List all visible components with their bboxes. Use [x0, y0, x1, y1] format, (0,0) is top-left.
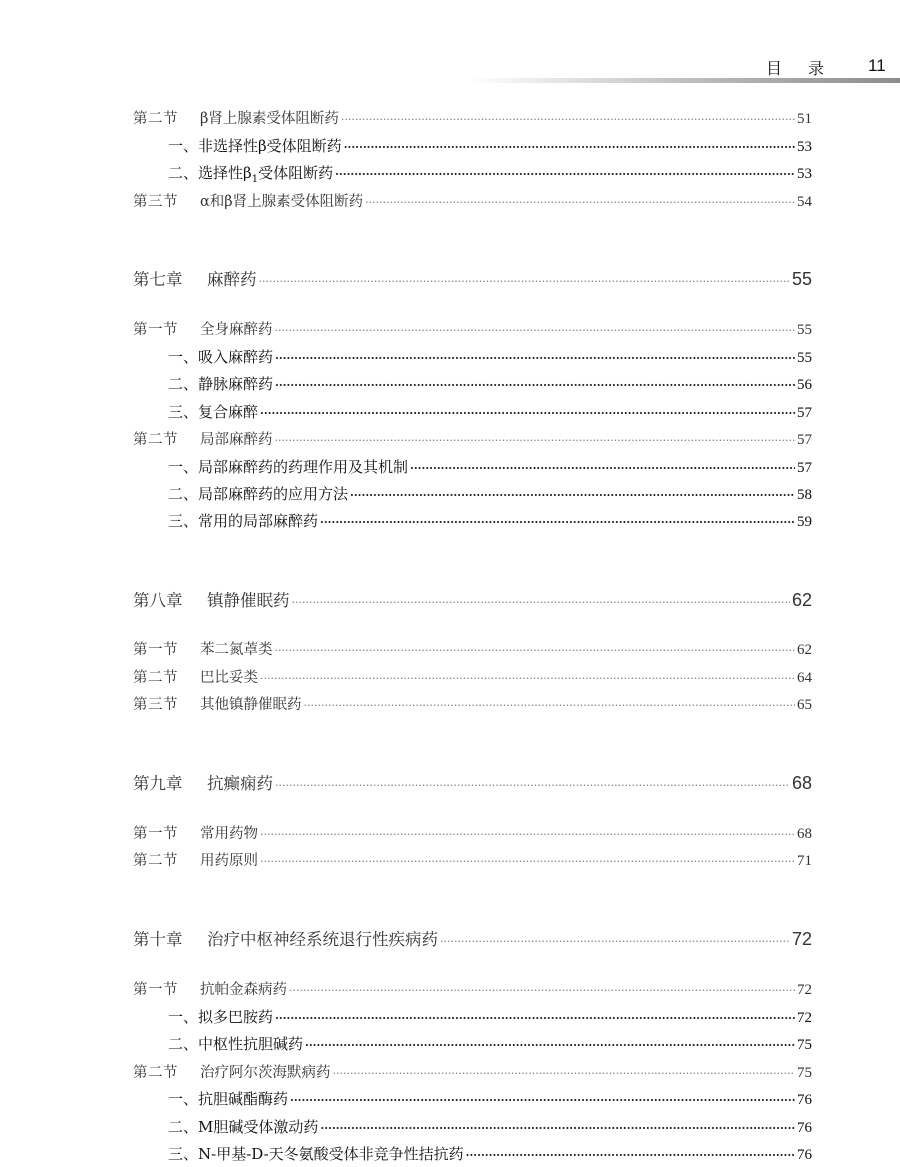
- item-title: 一、吸入麻醉药: [168, 348, 274, 366]
- dot-leader: [275, 352, 795, 365]
- dot-leader: [290, 1094, 795, 1107]
- chapter-title: 麻醉药: [207, 270, 257, 289]
- section-number: 第二节: [133, 111, 178, 127]
- section-number: 第三节: [133, 697, 178, 713]
- toc-item-entry[interactable]: [0, 1006, 900, 1027]
- toc-item-entry[interactable]: [0, 1116, 900, 1137]
- chapter-title: 抗癫痫药: [207, 774, 273, 793]
- section-number: 第二节: [133, 432, 178, 448]
- page-number: 64: [797, 670, 812, 686]
- section-title: 抗帕金森病药: [200, 982, 287, 998]
- toc-chapter-entry[interactable]: [0, 770, 900, 794]
- dot-leader: [275, 434, 796, 447]
- dot-leader: [292, 596, 790, 609]
- page-number: 76: [797, 1147, 812, 1163]
- toc-chapter-entry[interactable]: [0, 266, 900, 290]
- toc-item-entry[interactable]: [0, 1143, 900, 1164]
- page-number: 72: [797, 982, 812, 998]
- dot-leader: [260, 828, 795, 841]
- dot-leader: [320, 516, 795, 529]
- page-number: 62: [791, 590, 812, 610]
- toc-item-entry[interactable]: [0, 483, 900, 504]
- page-number: 57: [797, 432, 812, 448]
- toc-section-entry[interactable]: [0, 190, 900, 211]
- page-number: 65: [797, 697, 812, 713]
- dot-leader: [275, 779, 790, 792]
- page-number: 53: [797, 139, 812, 155]
- dot-leader: [333, 1067, 796, 1080]
- toc-chapter-entry[interactable]: [0, 926, 900, 950]
- header-page-number: 11: [868, 56, 886, 75]
- dot-leader: [335, 168, 795, 181]
- section-number: 第一节: [133, 322, 178, 338]
- dot-leader: [260, 855, 795, 868]
- toc-chapter-entry[interactable]: [0, 587, 900, 611]
- section-title: β肾上腺素受体阻断药: [200, 111, 339, 127]
- toc-section-entry[interactable]: [0, 318, 900, 339]
- page-number: 76: [797, 1092, 812, 1108]
- dot-leader: [259, 275, 790, 288]
- page-number: 71: [797, 853, 812, 869]
- dot-leader: [305, 1039, 795, 1052]
- page-number: 57: [797, 460, 812, 476]
- toc-section-entry[interactable]: [0, 849, 900, 870]
- section-title: 治疗阿尔茨海默病药: [200, 1065, 331, 1081]
- toc-item-entry[interactable]: [0, 1033, 900, 1054]
- item-title-suffix: 受体阻断药: [258, 164, 334, 182]
- item-title: 一、非选择性β受体阻断药: [168, 137, 342, 155]
- item-title: 二、局部麻醉药的应用方法: [168, 485, 349, 503]
- running-header: [0, 0, 900, 90]
- item-title: 二、中枢性抗胆碱药: [168, 1035, 304, 1053]
- page-number: 76: [797, 1120, 812, 1136]
- item-title: 一、拟多巴胺药: [168, 1008, 274, 1026]
- dot-leader: [275, 644, 796, 657]
- item-title: 三、复合麻醉: [168, 403, 259, 421]
- page-number: 55: [791, 269, 812, 289]
- toc-item-entry[interactable]: [0, 346, 900, 367]
- toc-section-entry[interactable]: [0, 1061, 900, 1082]
- header-rule: [470, 78, 900, 83]
- page-number: 55: [797, 322, 812, 338]
- section-title: 其他镇静催眠药: [200, 697, 302, 713]
- dot-leader: [260, 407, 795, 420]
- page-number: 56: [797, 377, 812, 393]
- dot-leader: [466, 1149, 795, 1162]
- dot-leader: [344, 141, 795, 154]
- dot-leader: [365, 196, 795, 209]
- page-number: 55: [797, 350, 812, 366]
- page-number: 68: [791, 773, 812, 793]
- page-number: 75: [797, 1065, 812, 1081]
- toc-section-entry[interactable]: [0, 638, 900, 659]
- chapter-number: 第七章: [133, 270, 183, 289]
- dot-leader: [410, 462, 795, 475]
- chapter-title: 治疗中枢神经系统退行性疾病药: [207, 930, 438, 949]
- section-number: 第一节: [133, 826, 178, 842]
- toc-section-entry[interactable]: [0, 666, 900, 687]
- dot-leader: [341, 113, 795, 126]
- section-number: 第二节: [133, 853, 178, 869]
- page-number: 51: [797, 111, 812, 127]
- page-number: 57: [797, 405, 812, 421]
- dot-leader: [275, 1012, 795, 1025]
- section-title: α和β肾上腺素受体阻断药: [200, 194, 364, 210]
- section-title: 全身麻醉药: [200, 322, 273, 338]
- toc-item-entry[interactable]: [0, 373, 900, 394]
- section-number: 第二节: [133, 1065, 178, 1081]
- page-number: 75: [797, 1037, 812, 1053]
- page-number: 72: [797, 1010, 812, 1026]
- page-number: 58: [797, 487, 812, 503]
- dot-leader: [440, 935, 790, 948]
- toc-section-entry[interactable]: [0, 822, 900, 843]
- item-title: 三、常用的局部麻醉药: [168, 512, 319, 530]
- page-number: 62: [797, 642, 812, 658]
- section-number: 第三节: [133, 194, 178, 210]
- item-title: 二、静脉麻醉药: [168, 375, 274, 393]
- toc-item-entry[interactable]: [0, 510, 900, 531]
- chapter-number: 第九章: [133, 774, 183, 793]
- section-title: 苯二氮䓬类: [200, 642, 273, 658]
- page-number: 59: [797, 514, 812, 530]
- item-title: 一、局部麻醉药的药理作用及其机制: [168, 458, 409, 476]
- dot-leader: [275, 379, 795, 392]
- section-title: 用药原则: [200, 853, 258, 869]
- toc-section-entry[interactable]: [0, 428, 900, 449]
- section-number: 第二节: [133, 670, 178, 686]
- toc-section-entry[interactable]: [0, 693, 900, 714]
- item-title: 二、选择性β: [168, 164, 252, 182]
- toc-item-entry[interactable]: [0, 1088, 900, 1109]
- section-title: 局部麻醉药: [200, 432, 273, 448]
- toc-section-entry[interactable]: [0, 107, 900, 128]
- dot-leader: [320, 1122, 795, 1135]
- section-title: 巴比妥类: [200, 670, 258, 686]
- chapter-title: 镇静催眠药: [207, 591, 290, 610]
- dot-leader: [260, 672, 795, 685]
- section-number: 第一节: [133, 982, 178, 998]
- page-number: 53: [797, 166, 812, 182]
- page-number: 68: [797, 826, 812, 842]
- item-title: 一、抗胆碱酯酶药: [168, 1090, 289, 1108]
- item-title: 二、M胆碱受体激动药: [168, 1118, 319, 1136]
- toc-item-entry[interactable]: [0, 162, 900, 185]
- toc-item-entry[interactable]: [0, 456, 900, 477]
- toc-section-entry[interactable]: [0, 978, 900, 999]
- chapter-number: 第十章: [133, 930, 183, 949]
- dot-leader: [275, 324, 796, 337]
- header-title: 目录: [766, 59, 851, 78]
- chapter-number: 第八章: [133, 591, 183, 610]
- page-number: 72: [791, 929, 812, 949]
- toc-item-entry[interactable]: [0, 401, 900, 422]
- dot-leader: [350, 489, 795, 502]
- dot-leader: [289, 984, 795, 997]
- dot-leader: [304, 699, 796, 712]
- section-number: 第一节: [133, 642, 178, 658]
- section-title: 常用药物: [200, 826, 258, 842]
- toc-item-entry[interactable]: [0, 135, 900, 156]
- item-title: 三、N-甲基-D-天冬氨酸受体非竞争性拮抗药: [168, 1145, 464, 1163]
- subscript: 1: [251, 174, 259, 185]
- page-number: 54: [797, 194, 812, 210]
